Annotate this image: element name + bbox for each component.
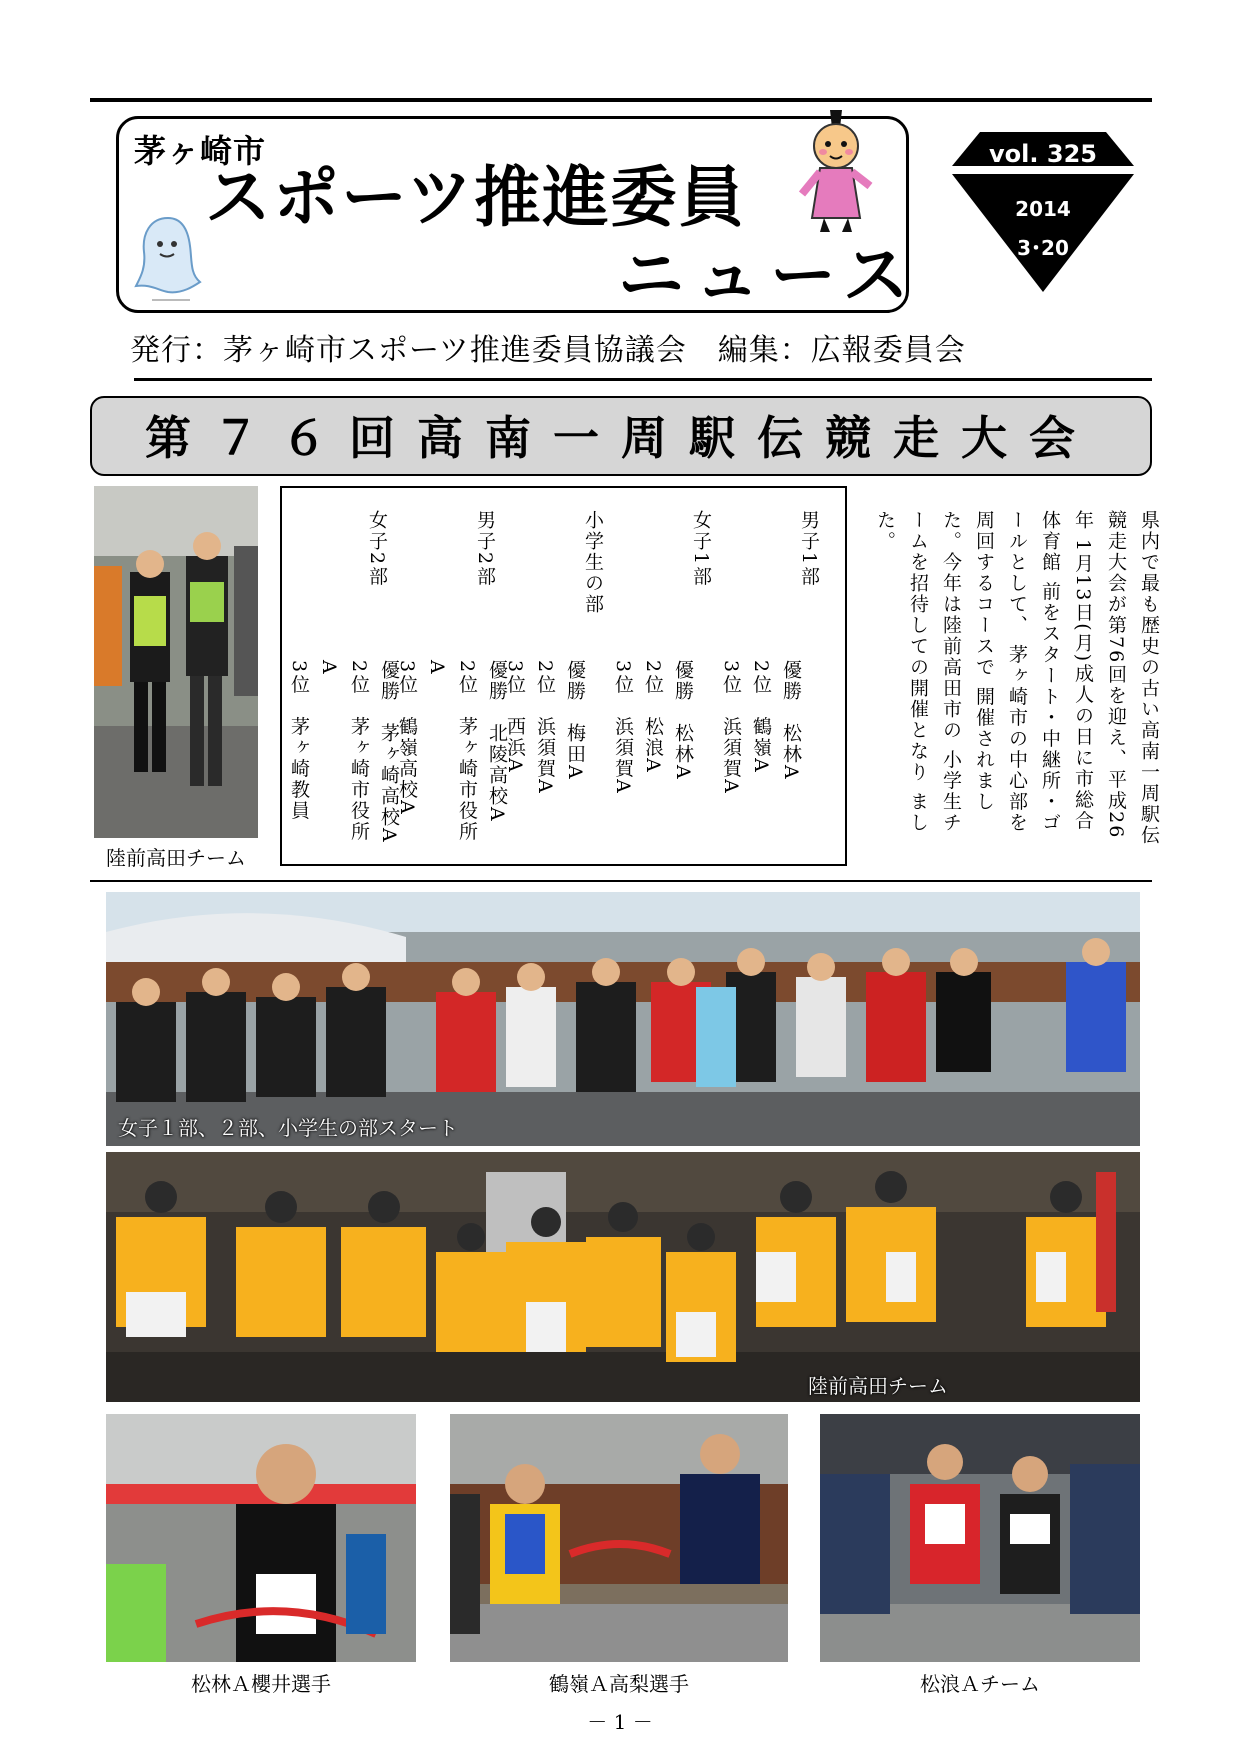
results-places-women1: [608, 660, 698, 850]
results-places-women2: [284, 660, 404, 850]
place-entry: 優勝 北陵高校A: [486, 660, 508, 823]
issue-year: 2014: [1015, 197, 1071, 221]
article-line: ました。: [874, 510, 929, 834]
volume-number: vol. 325: [989, 140, 1097, 168]
place-entry: 3位 浜須賀A: [720, 660, 742, 795]
ghost-mascot-icon: [132, 212, 204, 302]
photo-shorin-a-sakurai: [106, 1414, 416, 1662]
place-entry: 2位 浜須賀A: [534, 660, 556, 795]
masthead-title-news: ニュース: [618, 237, 919, 314]
top-rule: [90, 98, 1152, 102]
division-label: 男子2部: [474, 510, 496, 588]
place-entry: 3位 浜須賀A: [612, 660, 634, 795]
photo-race-start: [106, 892, 1140, 1146]
article-text: [868, 510, 1165, 850]
photo-rikuzentakata-runners: [94, 486, 258, 838]
division-label: 女子2部: [366, 510, 388, 588]
article-line: 茅ヶ崎市の中心部を周回するコースで: [973, 510, 1028, 834]
photo-shonami-a-team: [820, 1414, 1140, 1662]
place-entry: 優勝 松林A: [672, 660, 694, 781]
article-line: 県内で最も歴史の古い高南一周駅伝: [1138, 510, 1160, 846]
photo-rikuzentakata-team: [106, 1152, 1140, 1402]
place-entry: 優勝 梅田A: [564, 660, 586, 781]
photo6-caption: 松浪Ａチーム: [920, 1672, 1040, 1696]
place-entry: 2位 鶴嶺A: [750, 660, 772, 774]
page-number: － 1 －: [587, 1710, 653, 1734]
results-places-men1: [716, 660, 806, 850]
place-entry: 2位 松浪A: [642, 660, 664, 774]
division-label: 男子1部: [798, 510, 820, 588]
photo-tsurumine-a-takanashi: [450, 1414, 788, 1662]
mascot-character-icon: [790, 108, 880, 238]
photo1-caption: 陸前高田チーム: [106, 846, 246, 870]
article-line: 開催されました。今年は陸前高田市の: [940, 510, 995, 813]
masthead-title: スポーツ推進委員: [205, 159, 747, 236]
photo4-caption: 松林Ａ櫻井選手: [191, 1672, 331, 1696]
issue-date: 3･20: [1017, 236, 1069, 260]
results-places-elementary: [500, 660, 590, 850]
publisher-line: 発行：茅ヶ崎市スポーツ推進委員協議会 編集：広報委員会: [130, 333, 966, 368]
place-entry: 優勝 松林A: [780, 660, 802, 781]
division-label: 女子1部: [690, 510, 712, 588]
results-places-men2: [392, 660, 512, 850]
place-entry: 3位 茅ヶ崎教員: [288, 660, 310, 822]
masthead-city: 茅ヶ崎市: [134, 132, 267, 170]
headline-title: 第７６回高南一周駅伝競走大会: [145, 411, 1097, 465]
article-line: 競走大会が第76回を迎え、平成26年: [1072, 510, 1127, 840]
place-entry: 2位 茅ヶ崎市役所A: [318, 660, 370, 843]
place-entry: 3位 鶴嶺高校A: [396, 660, 418, 816]
place-entry: 3位 西浜A: [504, 660, 526, 774]
article-line: 1月13日(月)成人の日に市総合体育館: [1039, 510, 1094, 832]
photo3-caption: 陸前高田チーム: [808, 1374, 948, 1398]
photo2-caption: 女子１部、２部、小学生の部スタート: [118, 1116, 458, 1140]
results-box: [280, 486, 847, 866]
place-entry: 優勝 茅ヶ崎高校A: [378, 660, 400, 844]
article-line: 小学生チームを招待しての開催となり: [907, 510, 962, 834]
article-line: 前をスタート・中継所・ゴールとして、: [1006, 510, 1061, 834]
division-label: 小学生の部: [582, 510, 604, 615]
section-rule: [90, 880, 1152, 882]
publisher-rule: [134, 378, 1152, 381]
place-entry: 2位 茅ヶ崎市役所A: [426, 660, 478, 843]
photo5-caption: 鶴嶺Ａ高梨選手: [549, 1672, 689, 1696]
